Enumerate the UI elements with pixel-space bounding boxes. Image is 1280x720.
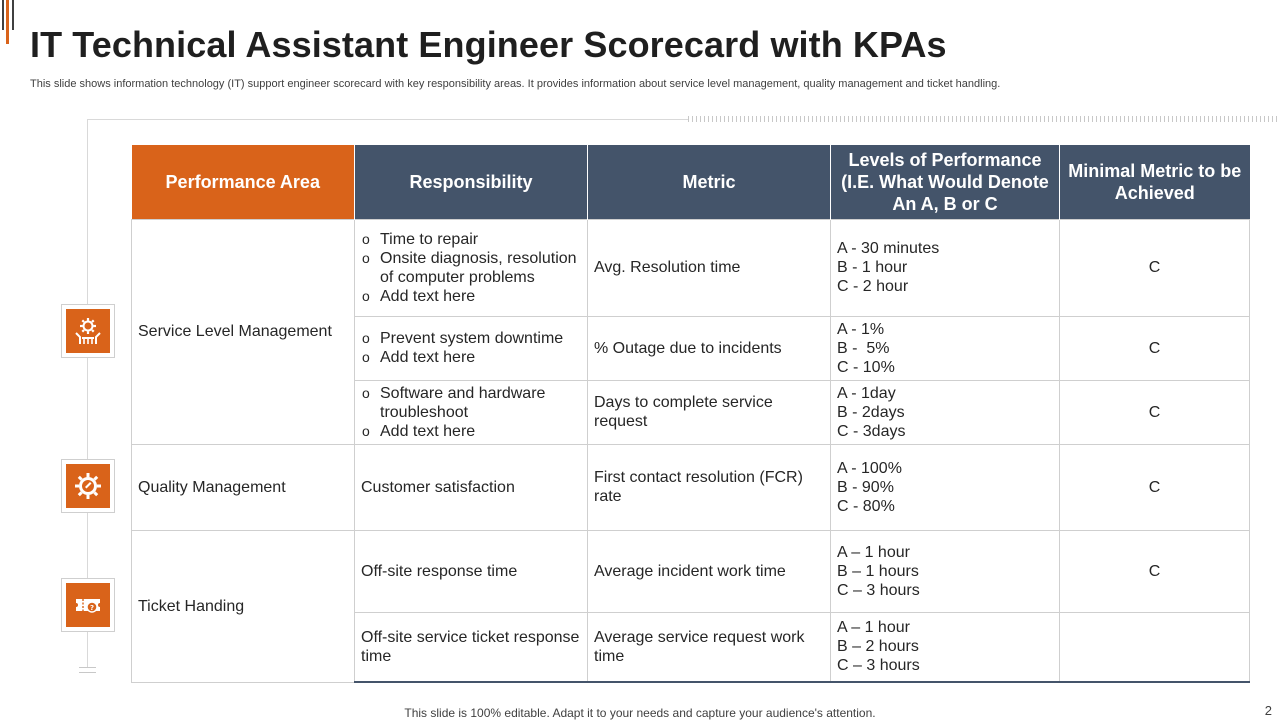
responsibility-list xyxy=(361,230,581,306)
gear-hand-icon xyxy=(73,316,103,346)
responsibility-cell: Off-site service ticket response time xyxy=(355,612,588,682)
minimal-metric-cell: C xyxy=(1060,444,1250,530)
svg-text:?: ? xyxy=(89,604,95,612)
table-row xyxy=(132,219,1250,316)
level-line: C - 80% xyxy=(837,497,895,515)
minimal-metric-cell: C xyxy=(1060,530,1250,612)
minimal-metric-cell xyxy=(1060,612,1250,682)
level-line: B – 2 hours xyxy=(837,638,919,656)
level-line: B - 5% xyxy=(837,339,890,357)
levels-cell xyxy=(831,612,1060,682)
minimal-metric-cell: C xyxy=(1060,316,1250,380)
page-number: 2 xyxy=(1264,703,1272,718)
scorecard-table xyxy=(131,145,1250,683)
top-divider xyxy=(88,119,688,120)
responsibility-cell: Customer satisfaction xyxy=(355,444,588,530)
responsibility-cell xyxy=(355,219,588,316)
timeline-end-tick xyxy=(79,672,96,673)
level-line: B - 90% xyxy=(837,478,894,496)
list-item: o Onsite diagnosis, resolution of computer problems xyxy=(361,249,581,287)
level-line: C - 3days xyxy=(837,422,906,440)
responsibility-cell xyxy=(355,316,588,380)
level-line: B - 1 hour xyxy=(837,259,908,276)
level-line: A – 1 hour xyxy=(837,619,910,637)
header-minimal-metric: Minimal Metric to be Achieved xyxy=(1060,145,1250,219)
levels-cell xyxy=(831,316,1060,380)
levels-cell xyxy=(831,444,1060,530)
metric-cell: Average service request work time xyxy=(588,612,831,682)
timeline-end-tick xyxy=(79,667,96,668)
metric-cell: % Outage due to incidents xyxy=(588,316,831,380)
metric-cell: Days to complete service request xyxy=(588,380,831,444)
levels-cell xyxy=(831,219,1060,316)
responsibility-list xyxy=(361,384,581,441)
level-line: B – 1 hours xyxy=(837,562,919,580)
header-levels-of-performance: Levels of Performance (I.E. What Would Denote An A, B or C xyxy=(831,145,1060,219)
list-item: o Add text here xyxy=(361,287,581,306)
list-item: o Add text here xyxy=(361,348,581,367)
dotted-divider xyxy=(688,116,1280,122)
minimal-metric-cell: C xyxy=(1060,380,1250,444)
table-row xyxy=(132,444,1250,530)
header-performance-area: Performance Area xyxy=(132,145,355,219)
header-responsibility: Responsibility xyxy=(355,145,588,219)
table-header-row xyxy=(132,145,1250,219)
responsibility-list xyxy=(361,329,581,367)
service-level-icon-box xyxy=(61,304,115,358)
metric-cell: Average incident work time xyxy=(588,530,831,612)
table-row xyxy=(132,530,1250,612)
metric-cell: First contact resolution (FCR) rate xyxy=(588,444,831,530)
slide-title: IT Technical Assistant Engineer Scorecard with KPAs xyxy=(30,24,947,65)
list-item: o Time to repair xyxy=(361,230,581,249)
level-line: C – 3 hours xyxy=(837,581,920,599)
levels-cell xyxy=(831,530,1060,612)
level-line: B - 2days xyxy=(837,403,905,421)
level-line: A - 30 minutes xyxy=(837,240,940,257)
level-line: A - 1% xyxy=(837,320,885,338)
area-cell: Quality Management xyxy=(132,444,355,530)
list-item: o Prevent system downtime xyxy=(361,329,581,348)
ticket-icon-box xyxy=(61,578,115,632)
title-accent-bar xyxy=(0,0,18,44)
level-line: C – 3 hours xyxy=(837,657,920,675)
level-line: A – 1 hour xyxy=(837,543,910,561)
ticket-help-icon xyxy=(73,590,103,620)
level-line: C - 10% xyxy=(837,358,895,376)
quality-icon-box xyxy=(61,459,115,513)
gear-check-icon xyxy=(73,471,103,501)
area-cell: Service Level Management xyxy=(132,219,355,444)
minimal-metric-cell: C xyxy=(1060,219,1250,316)
list-item: o Add text here xyxy=(361,422,581,441)
levels-cell xyxy=(831,380,1060,444)
responsibility-cell xyxy=(355,380,588,444)
level-line: C - 2 hour xyxy=(837,278,909,295)
area-cell: Ticket Handing xyxy=(132,530,355,682)
slide-footer: This slide is 100% editable. Adapt it to your needs and capture your audience's attention. xyxy=(404,706,876,720)
level-line: A - 100% xyxy=(837,459,902,477)
metric-cell: Avg. Resolution time xyxy=(588,219,831,316)
list-item: o Software and hardware troubleshoot xyxy=(361,384,581,422)
header-metric: Metric xyxy=(588,145,831,219)
responsibility-cell: Off-site response time xyxy=(355,530,588,612)
level-line: A - 1day xyxy=(837,384,896,402)
slide-subtitle: This slide shows information technology (IT) support engineer scorecard with key responsibility areas. It provides information about service level management, quality management and ticket handling. xyxy=(30,78,1001,90)
